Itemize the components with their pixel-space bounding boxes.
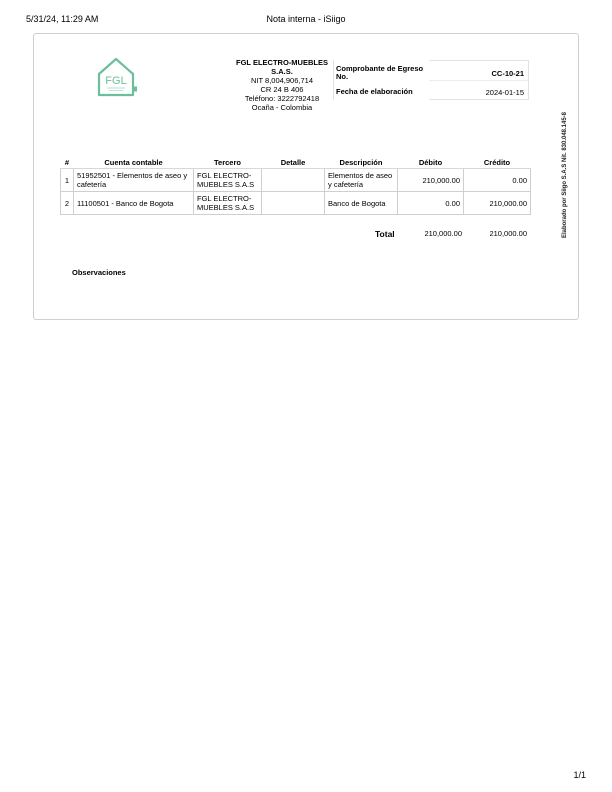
row-credit: 0.00 bbox=[464, 169, 531, 192]
col-header-detail: Detalle bbox=[262, 156, 325, 169]
row-index: 1 bbox=[61, 169, 74, 192]
row-account: 51952501 - Elementos de aseo y cafetería bbox=[74, 169, 194, 192]
col-header-credit: Crédito bbox=[464, 156, 531, 169]
print-title: Nota interna - iSiigo bbox=[266, 14, 346, 24]
row-debit: 210,000.00 bbox=[398, 169, 464, 192]
company-address: CR 24 B 406 bbox=[260, 85, 304, 94]
voucher-date-label: Fecha de elaboración bbox=[336, 87, 413, 96]
row-credit: 210,000.00 bbox=[464, 192, 531, 215]
voucher-date-value: 2024-01-15 bbox=[485, 88, 524, 97]
row-detail bbox=[262, 169, 325, 192]
table-row bbox=[61, 169, 531, 192]
voucher-number-label: Comprobante de Egreso No. bbox=[336, 64, 424, 81]
col-header-debit: Débito bbox=[398, 156, 464, 169]
row-third-party: FGL ELECTRO-MUEBLES S.A.S bbox=[194, 169, 262, 192]
row-index: 2 bbox=[61, 192, 74, 215]
row-third-party: FGL ELECTRO-MUEBLES S.A.S bbox=[194, 192, 262, 215]
company-name: FGL ELECTRO-MUEBLES S.A.S. bbox=[236, 58, 328, 76]
row-debit: 0.00 bbox=[398, 192, 464, 215]
company-city: Ocaña - Colombia bbox=[251, 103, 313, 112]
house-plug-logo-icon bbox=[94, 55, 138, 101]
voucher-values-separator bbox=[429, 80, 529, 81]
table-header-row bbox=[61, 156, 531, 169]
row-detail bbox=[262, 192, 325, 215]
company-logo bbox=[94, 55, 138, 101]
table-row bbox=[61, 192, 531, 215]
col-header-description: Descripción bbox=[325, 156, 398, 169]
observations-label: Observaciones bbox=[72, 268, 126, 277]
total-debit: 210,000.00 bbox=[424, 229, 462, 238]
col-header-account: Cuenta contable bbox=[74, 156, 194, 169]
company-phone: Teléfono: 3222792418 bbox=[244, 94, 320, 103]
accounting-entries-table bbox=[60, 156, 531, 215]
voucher-number-value: CC-10-21 bbox=[491, 69, 524, 78]
page-number: 1/1 bbox=[573, 770, 586, 780]
header-divider bbox=[333, 60, 334, 100]
company-info bbox=[230, 58, 334, 112]
total-label: Total bbox=[375, 229, 395, 239]
row-account: 11100501 - Banco de Bogota bbox=[74, 192, 194, 215]
col-header-third-party: Tercero bbox=[194, 156, 262, 169]
logo-text: FGL bbox=[105, 75, 127, 87]
col-header-index: # bbox=[61, 156, 74, 169]
row-description: Elementos de aseo y cafetería bbox=[325, 169, 398, 192]
total-credit: 210,000.00 bbox=[489, 229, 527, 238]
print-datetime: 5/31/24, 11:29 AM bbox=[26, 14, 99, 24]
row-description: Banco de Bogota bbox=[325, 192, 398, 215]
company-nit: NIT 8,004,906,714 bbox=[251, 76, 313, 85]
siigo-side-note: Elaborado por Siigo S.A.S Nit. 830.048.145-8 bbox=[562, 111, 568, 239]
